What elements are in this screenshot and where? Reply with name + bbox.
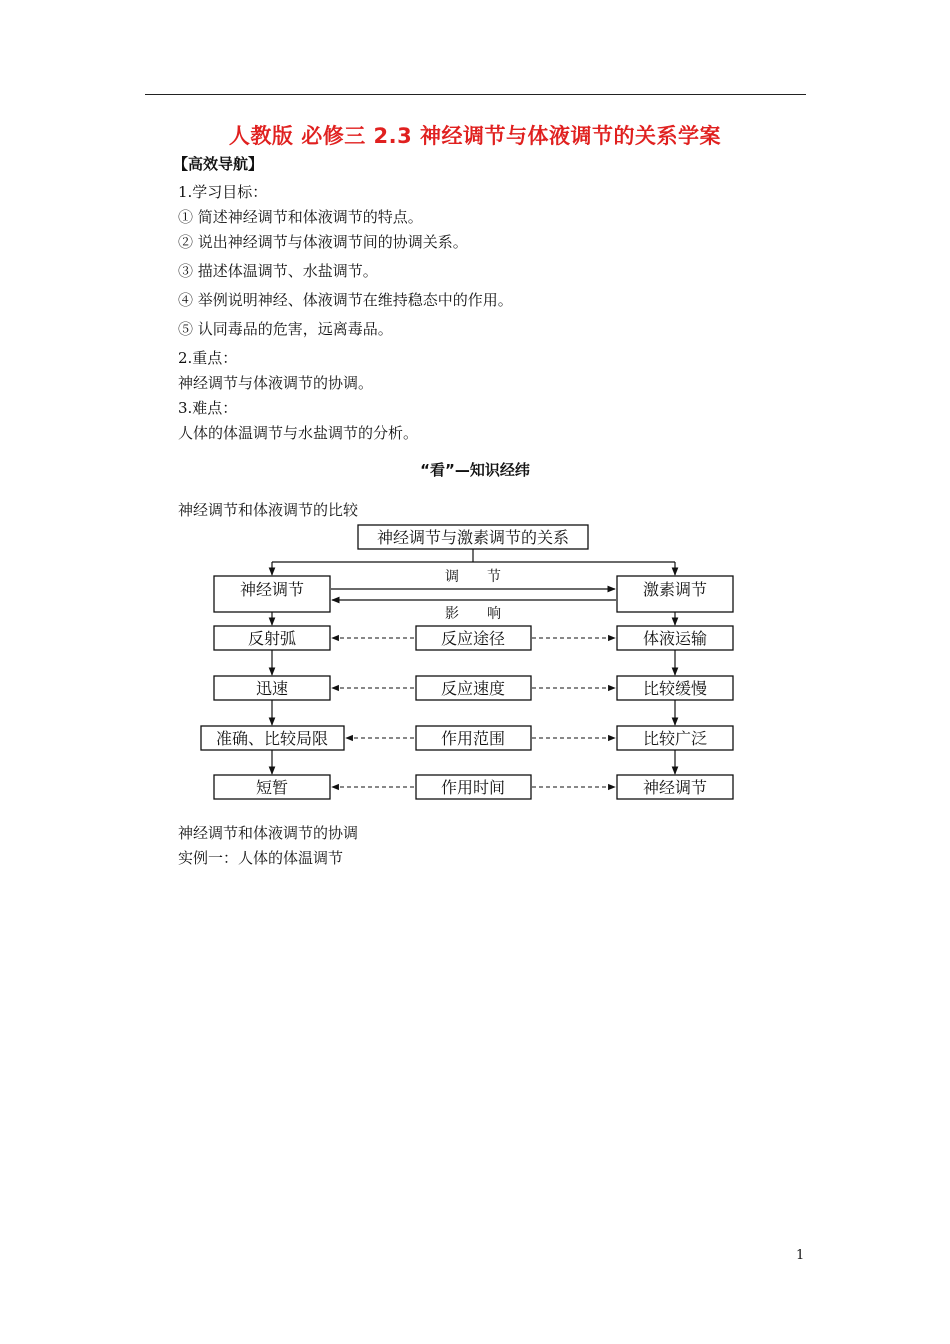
diagram-row1-right: 体液运输 xyxy=(642,629,708,648)
diagram-row3-middle: 作用范围 xyxy=(440,729,506,748)
diagram-row2-right: 比较缓慢 xyxy=(642,679,708,698)
example-1-heading: 实例一：人体的体温调节 xyxy=(178,849,344,867)
diagram-row3-right: 比较广泛 xyxy=(642,729,708,748)
goal-item-4: ④ 举例说明神经、体液调节在维持稳态中的作用。 xyxy=(178,291,513,309)
diagram-row2-middle: 反应速度 xyxy=(440,679,506,698)
key-text: 神经调节与体液调节的协调。 xyxy=(178,374,374,392)
diagram-arrow-bottom-label: 影 响 xyxy=(445,606,501,622)
section-nav-heading: 【高效导航】 xyxy=(173,155,264,173)
key-heading: 2.重点： xyxy=(178,349,238,367)
comparison-heading: 神经调节和体液调节的比较 xyxy=(178,501,359,519)
goals-heading: 1.学习目标： xyxy=(178,183,268,201)
goal-item-1: ① 简述神经调节和体液调节的特点。 xyxy=(178,208,423,226)
goal-item-5: ⑤ 认同毒品的危害，远离毒品。 xyxy=(178,320,393,338)
diagram-right-head-label: 激素调节 xyxy=(642,580,708,599)
diagram-left-head-label: 神经调节 xyxy=(239,580,305,599)
diagram-row4-left: 短暂 xyxy=(255,778,289,797)
diagram-row1-middle: 反应途径 xyxy=(440,629,506,648)
difficulty-text: 人体的体温调节与水盐调节的分析。 xyxy=(178,424,419,442)
section-look-heading: “看”—知识经纬 xyxy=(420,461,530,479)
diagram-row3-left: 准确、比较局限 xyxy=(215,729,329,748)
goal-item-2: ② 说出神经调节与体液调节间的协调关系。 xyxy=(178,233,468,251)
diagram-top-label: 神经调节与激素调节的关系 xyxy=(376,528,570,547)
page-title: 人教版 必修三 2.3 神经调节与体液调节的关系学案 xyxy=(228,124,722,148)
diagram-row4-right: 神经调节 xyxy=(642,778,708,797)
coordination-heading: 神经调节和体液调节的协调 xyxy=(178,824,359,842)
diagram-row2-left: 迅速 xyxy=(255,679,289,698)
diagram-row1-left: 反射弧 xyxy=(247,629,297,648)
diagram-arrow-top-label: 调 节 xyxy=(445,569,501,585)
diagram-row4-middle: 作用时间 xyxy=(440,778,506,797)
goal-item-3: ③ 描述体温调节、水盐调节。 xyxy=(178,262,378,280)
page-number: 1 xyxy=(796,1248,805,1263)
difficulty-heading: 3.难点： xyxy=(178,399,238,417)
